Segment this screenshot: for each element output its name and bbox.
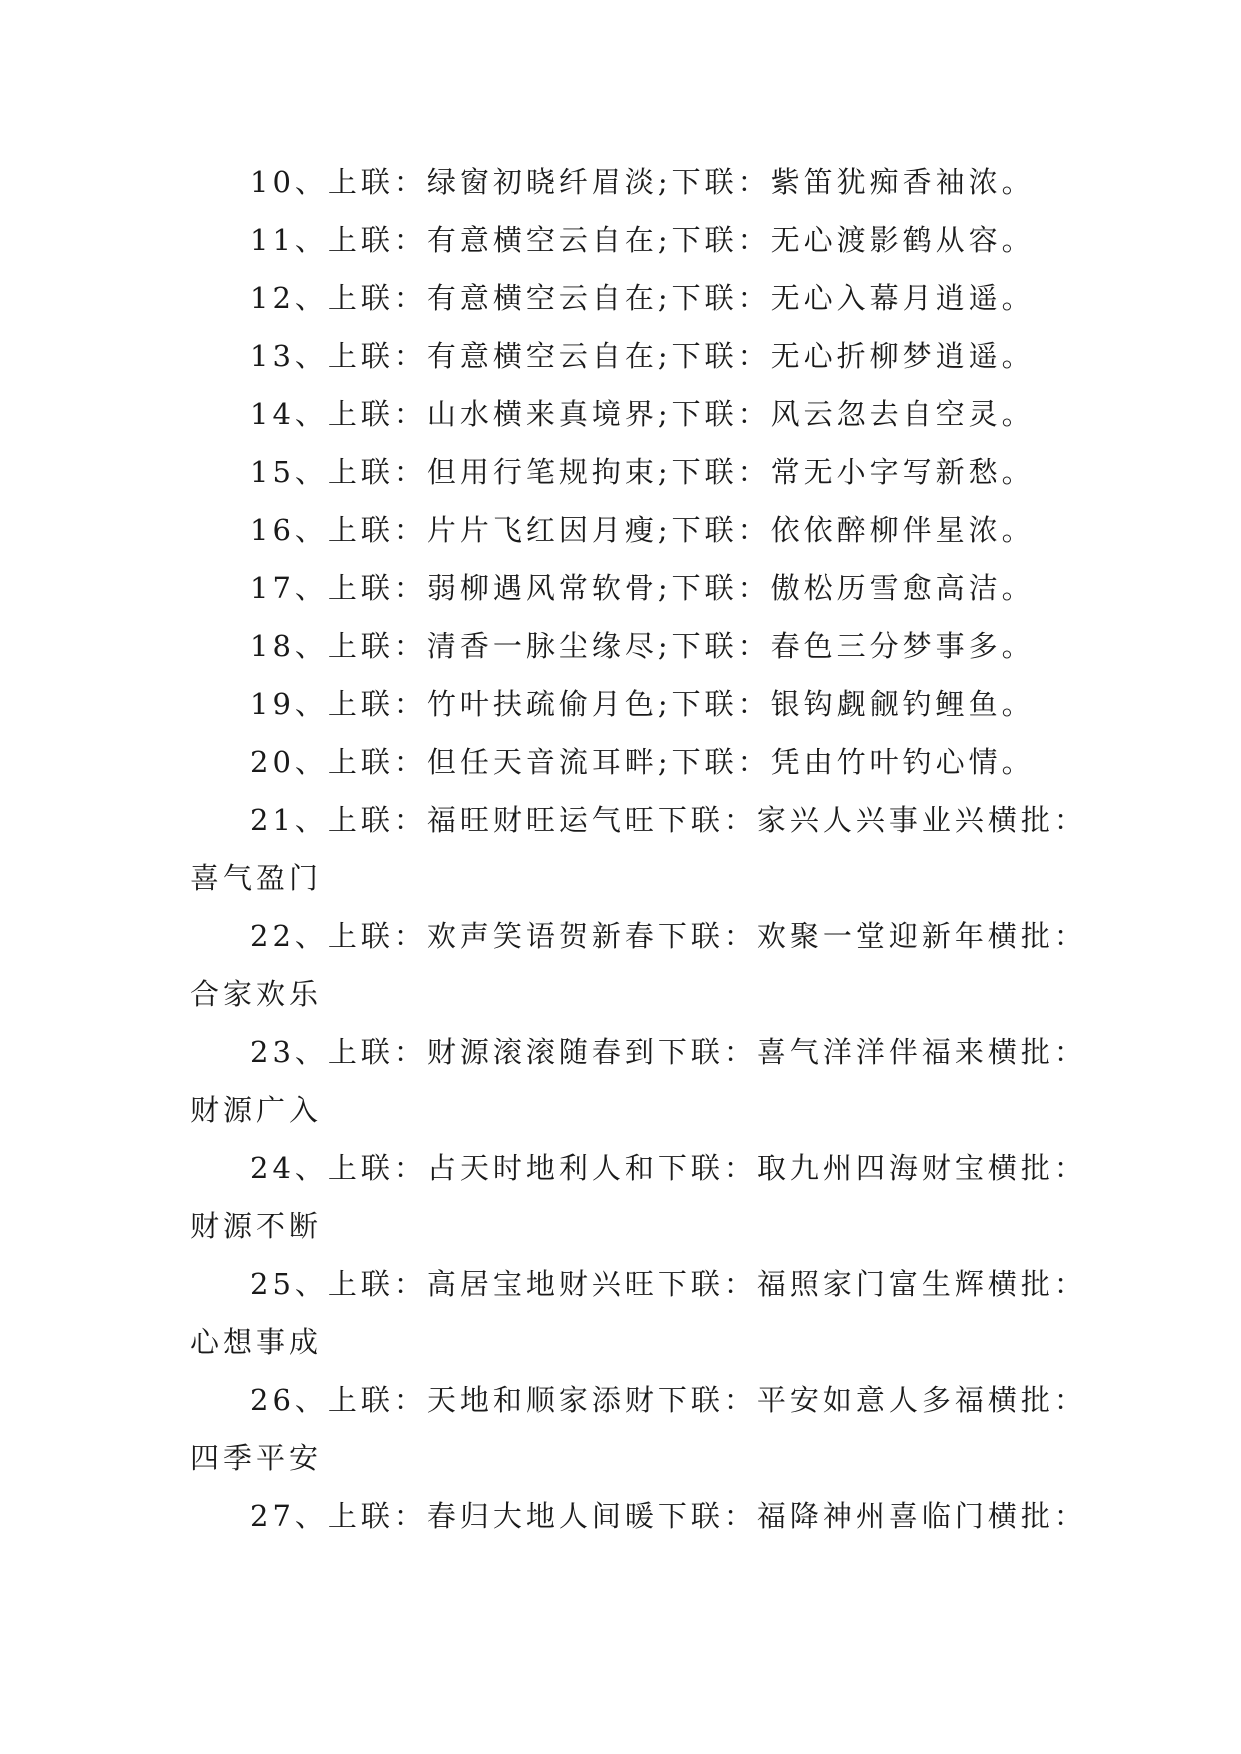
couplet-line-21: 21、上联：福旺财旺运气旺下联：家兴人兴事业兴横批： (250, 803, 1087, 837)
couplet-line-21-banner: 喜气盈门 (190, 861, 323, 895)
couplet-line-17: 17、上联：弱柳遇风常软骨;下联：傲松历雪愈高洁。 (250, 571, 1035, 605)
couplet-line-23: 23、上联：财源滚滚随春到下联：喜气洋洋伴福来横批： (250, 1035, 1087, 1069)
couplet-line-23-banner: 财源广入 (190, 1093, 323, 1127)
couplet-line-13: 13、上联：有意横空云自在;下联：无心折柳梦逍遥。 (250, 339, 1035, 373)
couplet-line-10: 10、上联：绿窗初晓纤眉淡;下联：紫笛犹痴香袖浓。 (250, 165, 1035, 199)
couplet-line-12: 12、上联：有意横空云自在;下联：无心入幕月逍遥。 (250, 281, 1035, 315)
couplet-line-24: 24、上联：占天时地利人和下联：取九州四海财宝横批： (250, 1151, 1087, 1185)
couplet-line-25: 25、上联：高居宝地财兴旺下联：福照家门富生辉横批： (250, 1267, 1087, 1301)
couplet-line-15: 15、上联：但用行笔规拘束;下联：常无小字写新愁。 (250, 455, 1035, 489)
couplet-line-20: 20、上联：但任天音流耳畔;下联：凭由竹叶钓心情。 (250, 745, 1035, 779)
couplet-line-22-banner: 合家欢乐 (190, 977, 323, 1011)
couplet-line-27: 27、上联：春归大地人间暖下联：福降神州喜临门横批： (250, 1499, 1087, 1533)
couplet-line-18: 18、上联：清香一脉尘缘尽;下联：春色三分梦事多。 (250, 629, 1035, 663)
couplet-line-14: 14、上联：山水横来真境界;下联：风云忽去自空灵。 (250, 397, 1035, 431)
couplet-list (190, 163, 1087, 1555)
couplet-line-19: 19、上联：竹叶扶疏偷月色;下联：银钩觑觎钓鲤鱼。 (250, 687, 1035, 721)
couplet-line-11: 11、上联：有意横空云自在;下联：无心渡影鹤从容。 (250, 223, 1035, 257)
couplet-line-25-banner: 心想事成 (190, 1325, 323, 1359)
couplet-line-22: 22、上联：欢声笑语贺新春下联：欢聚一堂迎新年横批： (250, 919, 1087, 953)
couplet-line-26: 26、上联：天地和顺家添财下联：平安如意人多福横批： (250, 1383, 1087, 1417)
couplet-line-24-banner: 财源不断 (190, 1209, 323, 1243)
couplet-line-16: 16、上联：片片飞红因月瘦;下联：依依醉柳伴星浓。 (250, 513, 1035, 547)
couplet-line-26-banner: 四季平安 (190, 1441, 323, 1475)
